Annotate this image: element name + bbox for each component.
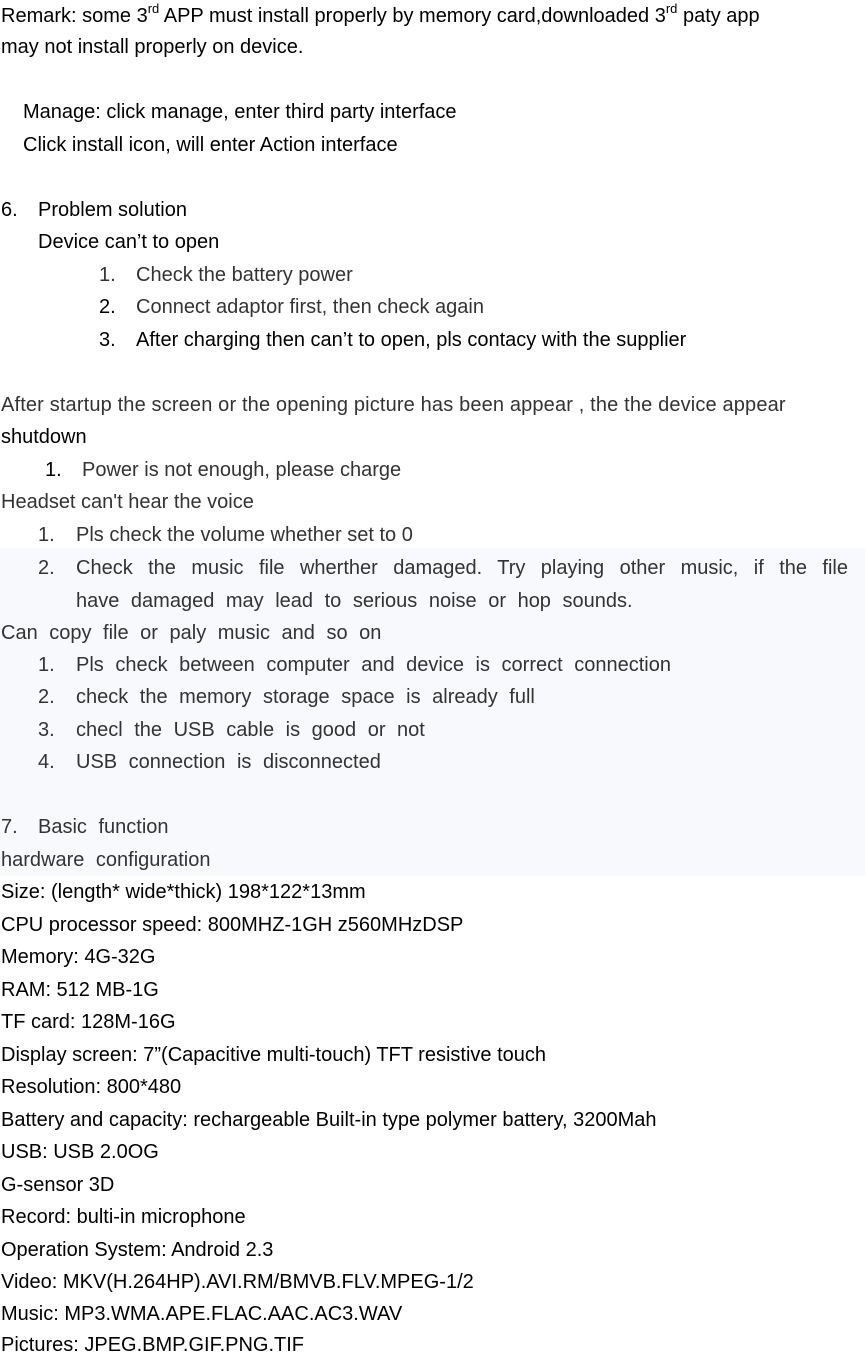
section-6-number: 6. <box>1 199 18 221</box>
spec-video: Video: MKV(H.264HP).AVI.RM/BMVB.FLV.MPEG-1/2 <box>1 1271 474 1293</box>
spec-os: Operation System: Android 2.3 <box>1 1239 274 1261</box>
spec-cpu: CPU processor speed: 800MHZ-1GH z560MHzDSP <box>1 914 464 936</box>
spec-tf-card: TF card: 128M-16G <box>1 1011 176 1033</box>
section-6-title: Problem solution <box>38 199 187 221</box>
headset-heading: Headset can't hear the voice <box>1 491 254 513</box>
copy-step-1-number: 1. <box>38 654 55 676</box>
spec-usb: USB: USB 2.0OG <box>1 1141 159 1163</box>
headset-step-1-number: 1. <box>38 524 55 546</box>
spec-memory: Memory: 4G-32G <box>1 946 156 968</box>
copy-step-3-text: checl the USB cable is good or not <box>76 719 425 741</box>
copy-step-2-text: check the memory storage space is already full <box>76 686 535 708</box>
headset-step-1-text: Pls check the volume whether set to 0 <box>76 524 413 546</box>
copy-step-4-number: 4. <box>38 751 55 773</box>
open-step-3-text: After charging then can’t to open, pls contacy with the supplier <box>136 329 687 351</box>
hardware-configuration-heading: hardware configuration <box>1 849 211 871</box>
spec-pictures: Pictures: JPEG.BMP.GIF.PNG.TIF <box>1 1334 305 1356</box>
remark-line-2: may not install properly on device. <box>1 36 304 58</box>
headset-step-2-continuation: have damaged may lead to serious noise or hop sounds. <box>76 590 633 612</box>
open-step-2-text: Connect adaptor first, then check again <box>136 296 484 318</box>
device-cant-open-heading: Device can’t to open <box>38 231 220 253</box>
open-step-1-text: Check the battery power <box>136 264 353 286</box>
copy-step-4-text: USB connection is disconnected <box>76 751 381 773</box>
spec-size: Size: (length* wide*thick) 198*122*13mm <box>1 881 366 903</box>
startup-shutdown-line-1: After startup the screen or the opening picture has been appear , the the device appear <box>1 394 786 416</box>
spec-g-sensor: G-sensor 3D <box>1 1174 115 1196</box>
spec-resolution: Resolution: 800*480 <box>1 1076 182 1098</box>
copy-step-1-text: Pls check between computer and device is correct connection <box>76 654 671 676</box>
remark-line-1: Remark: some 3rd APP must install properly by memory card,downloaded 3rd paty app <box>1 1 760 27</box>
startup-step-1-number: 1. <box>45 459 62 481</box>
copy-step-3-number: 3. <box>38 719 55 741</box>
manage-line-1: Manage: click manage, enter third party interface <box>23 101 457 123</box>
startup-step-1-text: Power is not enough, please charge <box>82 459 402 481</box>
section-7-title: Basic function <box>38 816 169 838</box>
copy-step-2-number: 2. <box>38 686 55 708</box>
copy-heading: Can copy file or paly music and so on <box>1 622 382 644</box>
open-step-1-number: 1. <box>99 264 116 286</box>
section-7-number: 7. <box>1 816 18 838</box>
headset-step-2-text: Check the music file wherther damaged. Try playing other music, if the file <box>76 557 848 579</box>
open-step-2-number: 2. <box>99 296 116 318</box>
startup-shutdown-line-2: shutdown <box>1 426 87 448</box>
spec-display: Display screen: 7”(Capacitive multi-touch) TFT resistive touch <box>1 1044 546 1066</box>
spec-battery: Battery and capacity: rechargeable Built-in type polymer battery, 3200Mah <box>1 1109 657 1131</box>
open-step-3-number: 3. <box>99 329 116 351</box>
spec-music: Music: MP3.WMA.APE.FLAC.AAC.AC3.WAV <box>1 1303 403 1325</box>
manage-line-2: Click install icon, will enter Action interface <box>23 134 398 156</box>
spec-record: Record: bulti-in microphone <box>1 1206 246 1228</box>
headset-step-2-number: 2. <box>38 557 55 579</box>
spec-ram: RAM: 512 MB-1G <box>1 979 159 1001</box>
